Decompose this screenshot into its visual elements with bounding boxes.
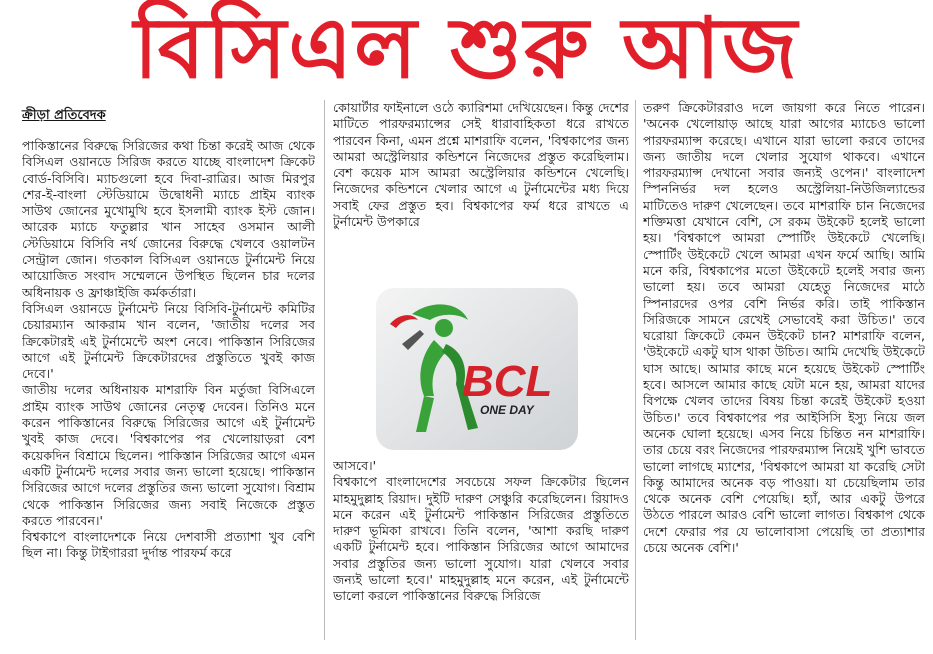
column-divider [324,100,325,640]
headline: বিসিএল শুরু আজ [133,0,800,97]
paragraph: কোয়ার্টার ফাইনালে ওঠে ক্যারিশমা দেখিয়েছেন। কিন্তু দেশের মাটিতে পারফরম্যান্সের সেই ধারাবাহিকতা ধরে রাখতে পারবেন কিনা, এমন প্রশ্নে মাশরাফি বলেন, 'বিশ্বকাপের জন্য আমরা অস্ট্রেলিয়ার কন্ডিশনে নিজেদের প্রস্তুত করেছিলাম। বেশ কয়েক মাস আমরা অস্ট্রেলিয়ার কন্ডিশনে খেলেছি। নিজেদের কন্ডিশনে খেলার আগে এ টুর্নামেন্টের মধ্য দিয়ে সবাই ফের প্রস্তুত হব। বিশ্বকাপের ফর্ম ধরে রাখতে এ টুর্নামেন্ট উপকারে [333,100,629,230]
paragraph: বিসিএল ওয়ানডে টুর্নামেন্ট নিয়ে বিসিবি-টুর্নামেন্ট কমিটির চেয়ারম্যান আকরাম খান বলেন, 'জাতীয় দলের সব ক্রিকেটারই এই টুর্নামেন্টে অংশ নেবে। পাকিস্তান সিরিজের আগে এই টুর্নামেন্ট ক্রিকেটারদের প্রস্তুতিতে খুবই কাজ দেবে।' [22,300,315,382]
bcl-logo-image [372,284,582,454]
paragraph: তরুণ ক্রিকেটাররাও দলে জায়গা করে নিতে পারেন। 'অনেক খেলোয়াড় আছে যারা আগের ম্যাচেও ভালো পারফরম্যান্স করেছে। এখানে যারা ভালো করবে তাদের জন্য জাতীয় দলে খেলার সুযোগ থাকবে। এখানে পারফরম্যান্স দেখানো সবার জন্যই ওপেন।' বাংলাদেশ স্পিননির্ভর দল হলেও অস্ট্রেলিয়া-নিউজিল্যান্ডের মাটিতেও দারুণ খেলেছেন। তবে মাশরাফি চান নিজেদের শক্তিমত্তা যেখানে বেশি, সে রকম উইকেট হলেই ভালো হয়। 'বিশ্বকাপে আমরা স্পোর্টিং উইকেটে খেলেছি। স্পোর্টিং উইকেটে খেলে আমরা এখন ফর্মে আছি। আমি মনে করি, বিশ্বকাপের মতো উইকেটে হলেই সবার জন্য ভালো হয়। তবে আমরা যেহেতু নিজেদের মাঠে স্পিনারদের ওপর বেশি নির্ভর করি। তাই পাকিস্তান সিরিজকে সামনে রেখেই সেভাবেই করা উচিত।' তবে ঘরোয়া ক্রিকেটে কেমন উইকেট চান? মাশরাফি বলেন, 'উইকেটে একটু ঘাস থাকা উচিত। আমি দেখেছি উইকেটে ঘাস আছে। আমার কাছে মনে হয়েছে উইকেট স্পোর্টিং হবে। আসলে আমার কাছে যেটা মনে হয়, আমরা যাদের বিপক্ষে খেলব তাদের বিষয় চিন্তা করেই উইকেট হওয়া উচিত।' তবে বিশ্বকাপের পর আইসিসি ইস্যু নিয়ে জল অনেক ঘোলা হয়েছে। এসব নিয়ে চিন্তিত নন মাশরাফি। তার চেয়ে বরং নিজেদের পারফরম্যান্স নিয়েই খুশি ভাবতে ভালো লাগছে ম্যাশের, 'বিশ্বকাপে আমরা যা করেছি সেটা কিন্তু আমাদের অনেক বড় পাওয়া। যা চেয়েছিলাম তার থেকে অনেক বেশি পেয়েছি। হ্যাঁ, আর একটু উপরে উঠতে পারলে আরও বেশি ভালো লাগত। বিশ্বকাপ থেকে দেশে ফেরার পর যে ভালোবাসা পেয়েছি তা প্রত্যাশার চেয়ে অনেক বেশি।' [643,100,925,556]
article-column-2-bottom [333,458,629,640]
paragraph: পাকিস্তানের বিরুদ্ধে সিরিজের কথা চিন্তা করেই আজ থেকে বিসিএল ওয়ানডে সিরিজ করতে যাচ্ছে বাংলাদেশ ক্রিকেট বোর্ড-বিসিবি। ম্যাচগুলো হবে দিবা-রাত্রির। আজ মিরপুর শের-ই-বাংলা স্টেডিয়ামে উদ্বোধনী ম্যাচে প্রাইম ব্যাংক সাউথ জোনের মুখোমুখি হবে ইসলামী ব্যাংক ইস্ট জোন। আরেক ম্যাচে ফতুল্লার খান সাহেব ওসমান আলী স্টেডিয়ামে বিসিবি নর্থ জোনের বিরুদ্ধে খেলবে ওয়ালটন সেন্ট্রাল জোন। গতকাল বিসিএল ওয়ানডে টুর্নামেন্ট নিয়ে আয়োজিত সংবাদ সম্মেলনে উপস্থিত ছিলেন চার দলের অধিনায়ক ও ফ্রাঞ্চাইজি কর্মকর্তারা। [22,138,315,300]
column-divider [635,100,636,640]
logo-subtext: ONE DAY [480,403,534,417]
logo-text: BCL [462,357,553,406]
paragraph: বিশ্বকাপে বাংলাদেশকে নিয়ে দেশবাসী প্রত্যাশা খুব বেশি ছিল না। কিন্তু টাইগাররা দুর্দান্ত পারফর্ম করে [22,529,315,561]
byline: ক্রীড়া প্রতিবেদক [22,108,106,123]
paragraph: আসবে।' [333,458,377,473]
paragraph: জাতীয় দলের অধিনায়ক মাশরাফি বিন মর্তুজা বিসিএলে প্রাইম ব্যাংক সাউথ জোনের নেতৃত্ব দেবেন। তিনিও মনে করেন পাকিস্তানের বিরুদ্ধে সিরিজের আগে এই টুর্নামেন্ট খুবই কাজ দেবে। 'বিশ্বকাপের পর খেলোয়াড়রা বেশ কয়েকদিন বিশ্রামে ছিলেন। পাকিস্তান সিরিজের আগে এমন একটি টুর্নামেন্ট দলের সবার জন্য ভালো হয়েছে। পাকিস্তান সিরিজের আগে দলের প্রস্তুতির জন্য ভালো সুযোগ। বিশ্রাম থেকে পাকিস্তান সিরিজের জন্য সবাই নিজেকে প্রস্তুত করতে পারবেন।' [22,382,315,528]
bcl-logo [372,284,582,454]
article-column-3 [643,100,925,640]
article-column-2-top [333,100,629,278]
article-column-1 [22,138,315,640]
paragraph: বিশ্বকাপে বাংলাদেশের সবচেয়ে সফল ক্রিকেটার ছিলেন মাহমুদুল্লাহ রিয়াদ। দুইটি দারুণ সেঞ্চুরি করেছিলেন। রিয়াদও মনে করেন এই টুর্নামেন্ট পাকিস্তান সিরিজের প্রস্তুতিতে দারুণ ভূমিকা রাখবে। তিনি বলেন, 'আশা করছি দারুণ একটি টুর্নামেন্ট হবে। পাকিস্তান সিরিজের আগে আমাদের সবার প্রস্তুতির জন্য ভালো সুযোগ। যারা খেলবে সবার জন্যই ভালো হবে।' মাহমুদুল্লাহ মনে করেন, এই টুর্নামেন্টে ভালো করলে পাকিস্তানের বিরুদ্ধে সিরিজে [333,474,629,604]
